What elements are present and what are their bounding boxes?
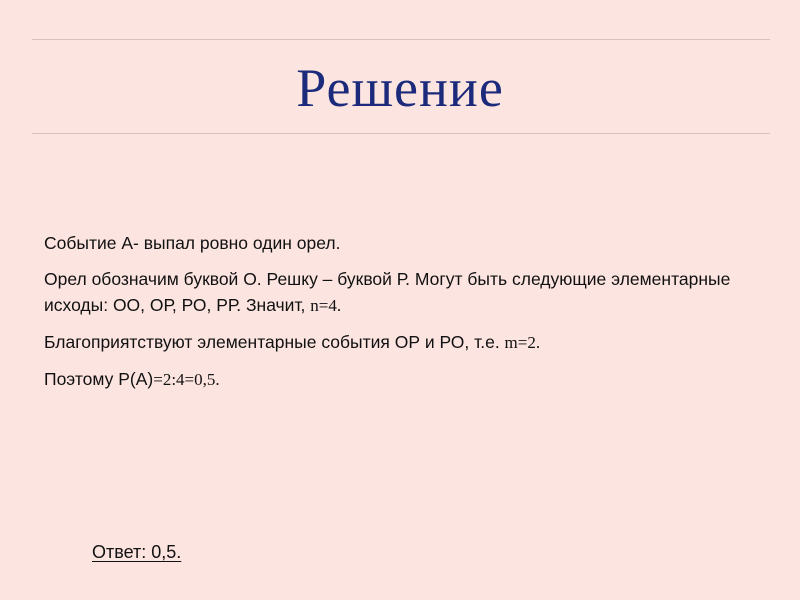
favorable-text: Благоприятствуют элементарные события ОР и РО, т.е.	[44, 332, 505, 352]
result-line	[44, 366, 764, 393]
top-divider	[32, 39, 770, 40]
answer-text: Ответ: 0,5.	[92, 542, 182, 562]
event-line: Событие А- выпал ровно один орел.	[44, 233, 341, 253]
result-formula: =2:4=0,5.	[153, 370, 220, 389]
notation-formula: n=4.	[310, 296, 342, 315]
favorable-line	[44, 329, 764, 356]
solution-body	[44, 230, 764, 403]
favorable-formula: m=2.	[504, 333, 541, 352]
bottom-divider	[32, 133, 770, 134]
notation-text: Орел обозначим буквой О. Решку – буквой Р. Могут быть следующие элементарные исходы: ОО, ОР, РО, РР. Значит,	[44, 269, 731, 315]
slide-title: Решение	[296, 58, 504, 118]
notation-line	[44, 266, 764, 319]
result-text: Поэтому Р(А)	[44, 369, 154, 389]
